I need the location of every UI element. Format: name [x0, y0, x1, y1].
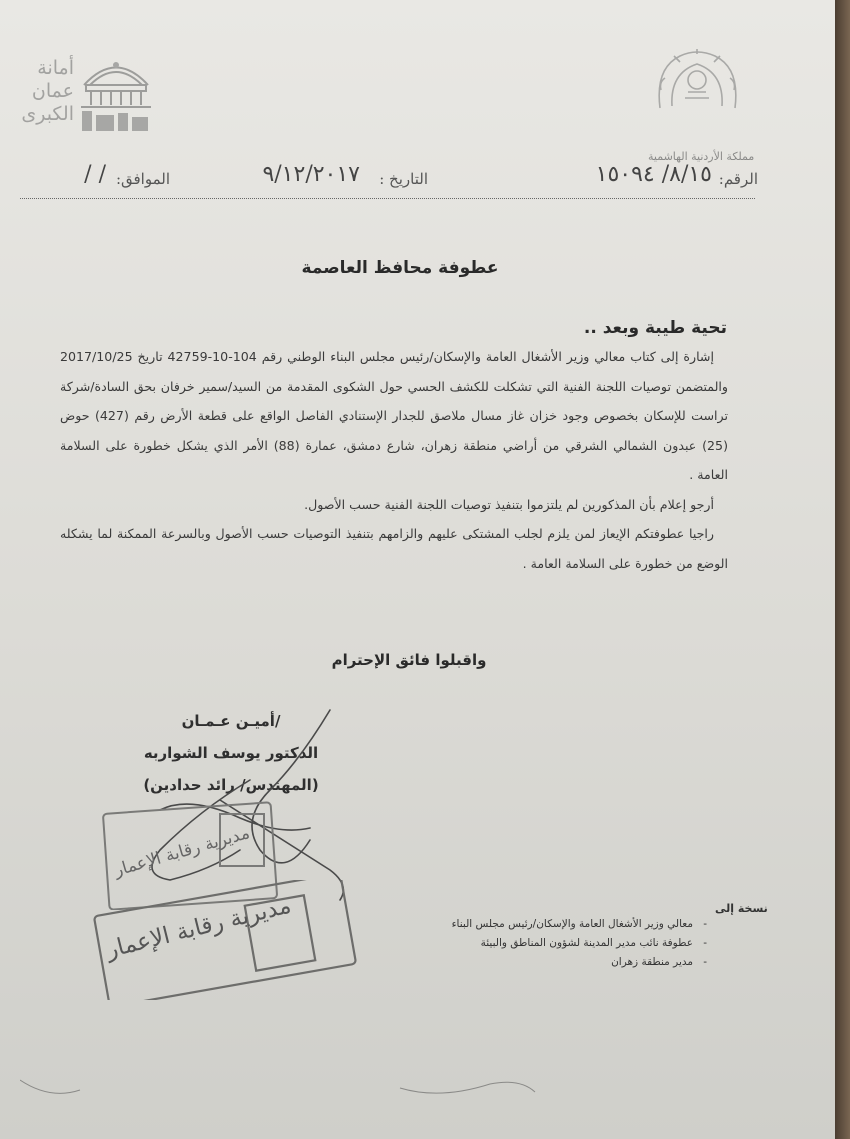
- jordan-emblem-icon: [650, 48, 745, 113]
- paragraph-3: راجيا عطوفتكم الإيعاز لمن يلزم لجلب المشتكى عليهم والزامهم بتنفيذ التوصيات حسب الأصول وبالسرعة الممكنة لما يشكله الوضع من خطورة على السلامة العامة .: [60, 526, 728, 571]
- signatory-name: الدكتور يوسف الشواربه: [143, 744, 319, 762]
- cc-item: - مدير منطقة زهران: [452, 953, 707, 972]
- paragraph-1: إشارة إلى كتاب معالي وزير الأشغال العامة والإسكان/رئيس مجلس البناء الوطني رقم 104-10-42759 تاريخ 2017/10/25 والمتضمن توصيات اللجنة الفنية التي تشكلت للكشف الحسي حول الشكوى المقدمة من السيد/سمير خرفان بحق السادة/شركة تراست للإسكان بخصوص وجود خزان غاز مسال ملاصق للجدار الإستنادي الفاصل الواقع على قطعة الأرض رقم (427) حوض (25) عبدون الشمالي الشرقي من أراضي منطقة زهران، شارع دمشق، عمارة (88) الأمر الذي يشكل خطورة على السلامة العامة .: [60, 349, 729, 482]
- kingdom-motto: مملكة الأردنية الهاشمية: [648, 150, 755, 163]
- reference-header: [28, 162, 758, 202]
- addressee-title: عطوفة محافظ العاصمة: [301, 258, 499, 278]
- closing-line: واقبلوا فائق الإحترام: [331, 651, 487, 669]
- ref-label: الرقم:: [718, 170, 758, 188]
- desk-background: [835, 0, 850, 1139]
- signatory-deputy: (المهندس/ رائد حدادين): [143, 776, 319, 794]
- letter-body: [60, 342, 728, 578]
- ref-number: ٨/١٥/ ١٥٠٩٤: [595, 162, 712, 187]
- date-value: ٩/١٢/٢٠١٧: [262, 162, 360, 187]
- stamp-text-2: مديرية رقابة الإعمار: [103, 892, 294, 964]
- greeting: تحية طيبة وبعد ..: [583, 318, 727, 338]
- stamp-text-1: مديرية رقابة الإعمار: [111, 823, 252, 881]
- cc-item: - معالي وزير الأشغال العامة والإسكان/رئيس مجلس البناء: [452, 915, 707, 934]
- cc-title: نسخة إلى: [715, 902, 768, 915]
- logo-text: أمانة عمان الكبرى: [21, 57, 74, 125]
- header-divider: [20, 198, 755, 200]
- cc-list: [452, 915, 707, 972]
- hijri-label: الموافق:: [115, 170, 170, 188]
- paragraph-2: أرجو إعلام بأن المذكورين لم يلتزموا بتنفيذ توصيات اللجنة الفنية حسب الأصول.: [304, 496, 714, 512]
- amman-municipality-logo: [12, 45, 152, 135]
- hijri-value: / /: [84, 162, 106, 187]
- signature-title: /أميـن عـمـان: [181, 712, 281, 730]
- logo-mark-icon: [76, 45, 156, 133]
- date-label: التاريخ :: [379, 170, 428, 188]
- paper-marks: [20, 1070, 540, 1110]
- cc-item: - عطوفة نائب مدير المدينة لشؤون المناطق والبيئة: [452, 934, 707, 953]
